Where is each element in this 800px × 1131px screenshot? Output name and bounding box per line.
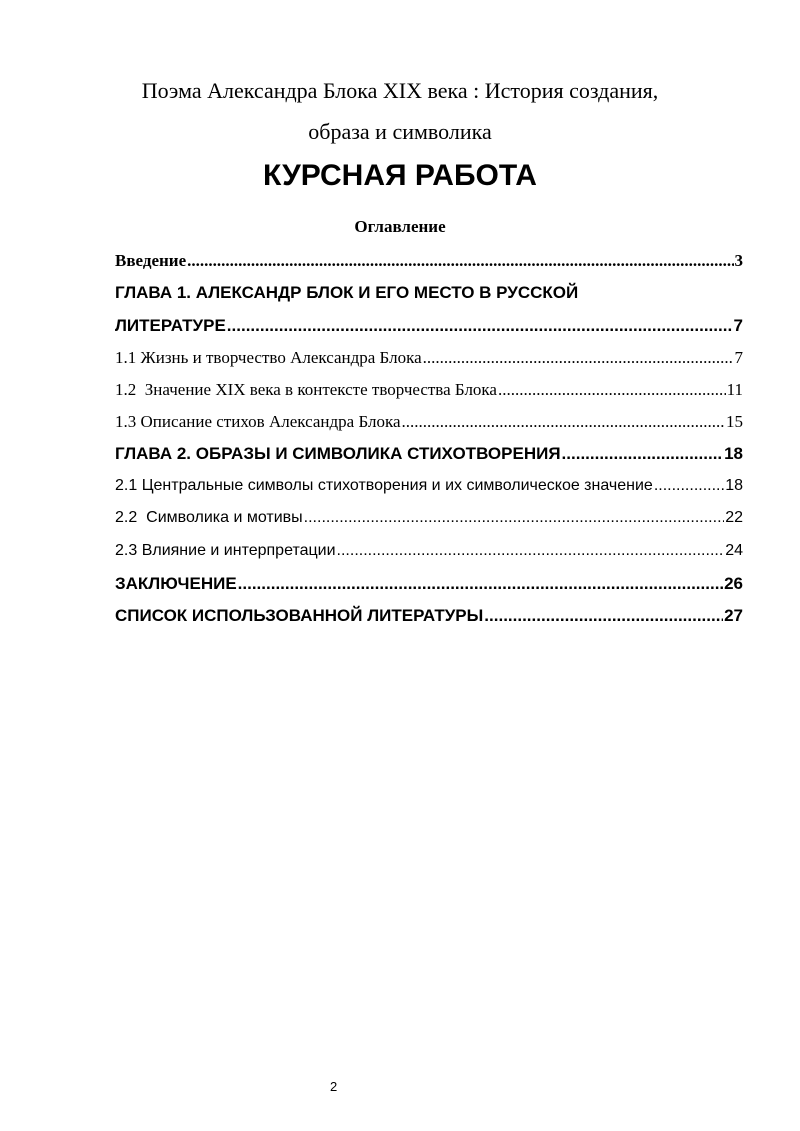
toc-dot-leader [402, 413, 725, 430]
toc-entry-label: 2.2 Символика и мотивы [115, 509, 303, 526]
toc-entry-label: ЗАКЛЮЧЕНИЕ [115, 574, 237, 593]
toc-entry-2-3[interactable] [115, 543, 743, 559]
toc-dot-leader [337, 543, 725, 559]
toc-entry-1-2[interactable] [115, 381, 743, 398]
toc-dot-leader [484, 607, 723, 624]
toc-entry-page: 7 [733, 316, 743, 335]
document-title-line-2: образа и символика [308, 119, 492, 144]
toc-entry-1-3[interactable] [115, 413, 743, 430]
toc-entry-1-1[interactable] [115, 349, 743, 366]
toc-entry-label: СПИСОК ИСПОЛЬЗОВАННОЙ ЛИТЕРАТУРЫ [115, 606, 484, 625]
page-number: 2 [330, 1079, 338, 1094]
toc-entry-2-2[interactable] [115, 510, 743, 526]
toc-entry-chapter-2[interactable] [115, 445, 743, 462]
toc-entry-chapter-1[interactable] [115, 317, 743, 334]
toc-entry-label: 1.3 Описание стихов Александра Блока [115, 412, 401, 431]
toc-entry-page: 11 [726, 380, 743, 399]
toc-entry-conclusion[interactable] [115, 575, 743, 592]
toc-entry-bibliography[interactable] [115, 607, 743, 624]
toc-entry-page: 18 [724, 444, 743, 463]
toc-entry-label: ГЛАВА 1. АЛЕКСАНДР БЛОК И ЕГО МЕСТО В РУССКОЙ [115, 283, 579, 302]
toc-entry-label: ГЛАВА 2. ОБРАЗЫ И СИМВОЛИКА СТИХОТВОРЕНИЯ [115, 444, 561, 463]
toc-entry-label: 1.2 Значение XIX века в контексте творчества Блока [115, 380, 497, 399]
toc-entry-2-1[interactable] [115, 478, 743, 494]
toc-entry-label: ЛИТЕРАТУРЕ [115, 316, 226, 335]
toc-entry-chapter-1-line-1[interactable] [115, 284, 743, 301]
toc-entry-page: 22 [725, 509, 743, 526]
toc-heading: Оглавление [354, 217, 446, 236]
toc-entry-page: 18 [725, 477, 743, 494]
toc-dot-leader [562, 445, 724, 462]
toc-dot-leader [423, 349, 734, 366]
toc-dot-leader [227, 317, 733, 334]
document-title-line-1: Поэма Александра Блока XIX века : История создания, [141, 78, 659, 103]
toc-entry-label: 1.1 Жизнь и творчество Александра Блока [115, 348, 422, 367]
toc-dot-leader [187, 252, 733, 269]
toc-entry-page: 7 [734, 348, 743, 367]
toc-dot-leader [238, 575, 723, 592]
toc-entry-introduction[interactable] [115, 252, 743, 269]
toc-entry-label: 2.3 Влияние и интерпретации [115, 542, 336, 559]
toc-entry-page: 26 [724, 574, 743, 593]
toc-dot-leader [304, 510, 725, 526]
toc-dot-leader [654, 478, 724, 494]
toc-entry-page: 24 [725, 542, 743, 559]
toc-entry-page: 27 [724, 606, 743, 625]
work-type-heading: КУРСНАЯ РАБОТА [263, 159, 537, 192]
toc-entry-page: 3 [734, 251, 743, 270]
toc-entry-page: 15 [726, 412, 743, 431]
toc-dot-leader [498, 381, 726, 398]
toc-entry-label: Введение [115, 251, 187, 270]
toc-entry-label: 2.1 Центральные символы стихотворения и их символическое значение [115, 477, 653, 494]
